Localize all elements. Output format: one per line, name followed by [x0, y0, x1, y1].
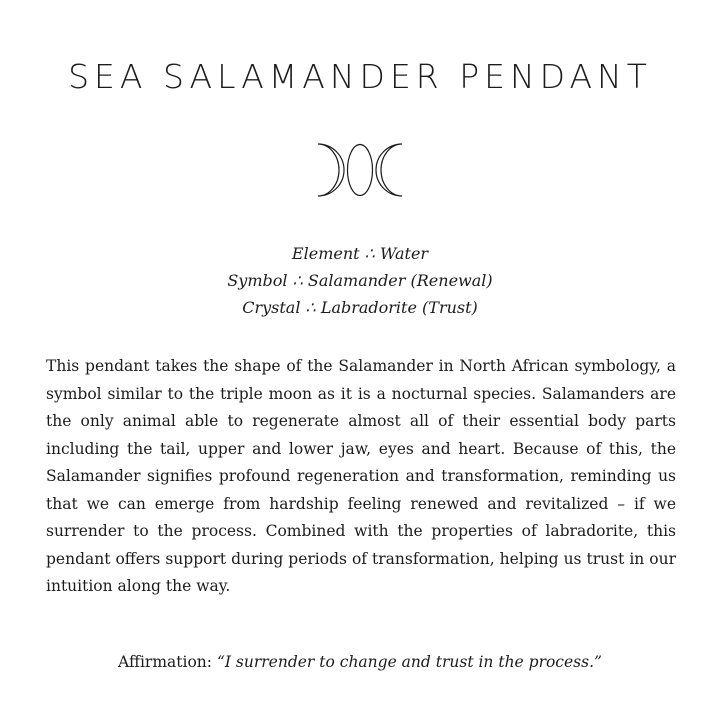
separator-symbol: ∴ [305, 298, 316, 317]
property-value: Salamander (Renewal) [307, 271, 493, 290]
property-crystal [0, 294, 720, 321]
property-label: Element [291, 244, 360, 263]
description-paragraph: This pendant takes the shape of the Salamander in North African symbology, a symbol similar to the triple moon as it is a nocturnal species. Salamanders are the only animal able to regenerate almost all of their essential body parts including the tail, upper and lower jaw, eyes and heart. Because of this, the Salamander signifies profound regeneration and transformation, reminding us that we can emerge from hardship feeling renewed and revitalized – if we surrender to the process. Combined with the properties of labradorite, this pendant offers support during periods of transformation, helping us trust in our intuition along the way. [46, 357, 676, 595]
property-label: Symbol [227, 271, 288, 290]
property-value: Water [379, 244, 429, 263]
property-symbol [0, 267, 720, 294]
affirmation-label: Affirmation: [118, 653, 213, 671]
property-label: Crystal [242, 298, 301, 317]
affirmation-quote: “I surrender to change and trust in the process.” [216, 653, 602, 671]
properties-list [0, 240, 720, 321]
page-title: SEA SALAMANDER PENDANT [68, 57, 652, 96]
property-value: Labradorite (Trust) [320, 298, 478, 317]
triple-moon-icon [310, 140, 410, 200]
affirmation [0, 650, 720, 674]
separator-symbol: ∴ [292, 271, 303, 290]
property-element [0, 240, 720, 267]
separator-symbol: ∴ [364, 244, 375, 263]
